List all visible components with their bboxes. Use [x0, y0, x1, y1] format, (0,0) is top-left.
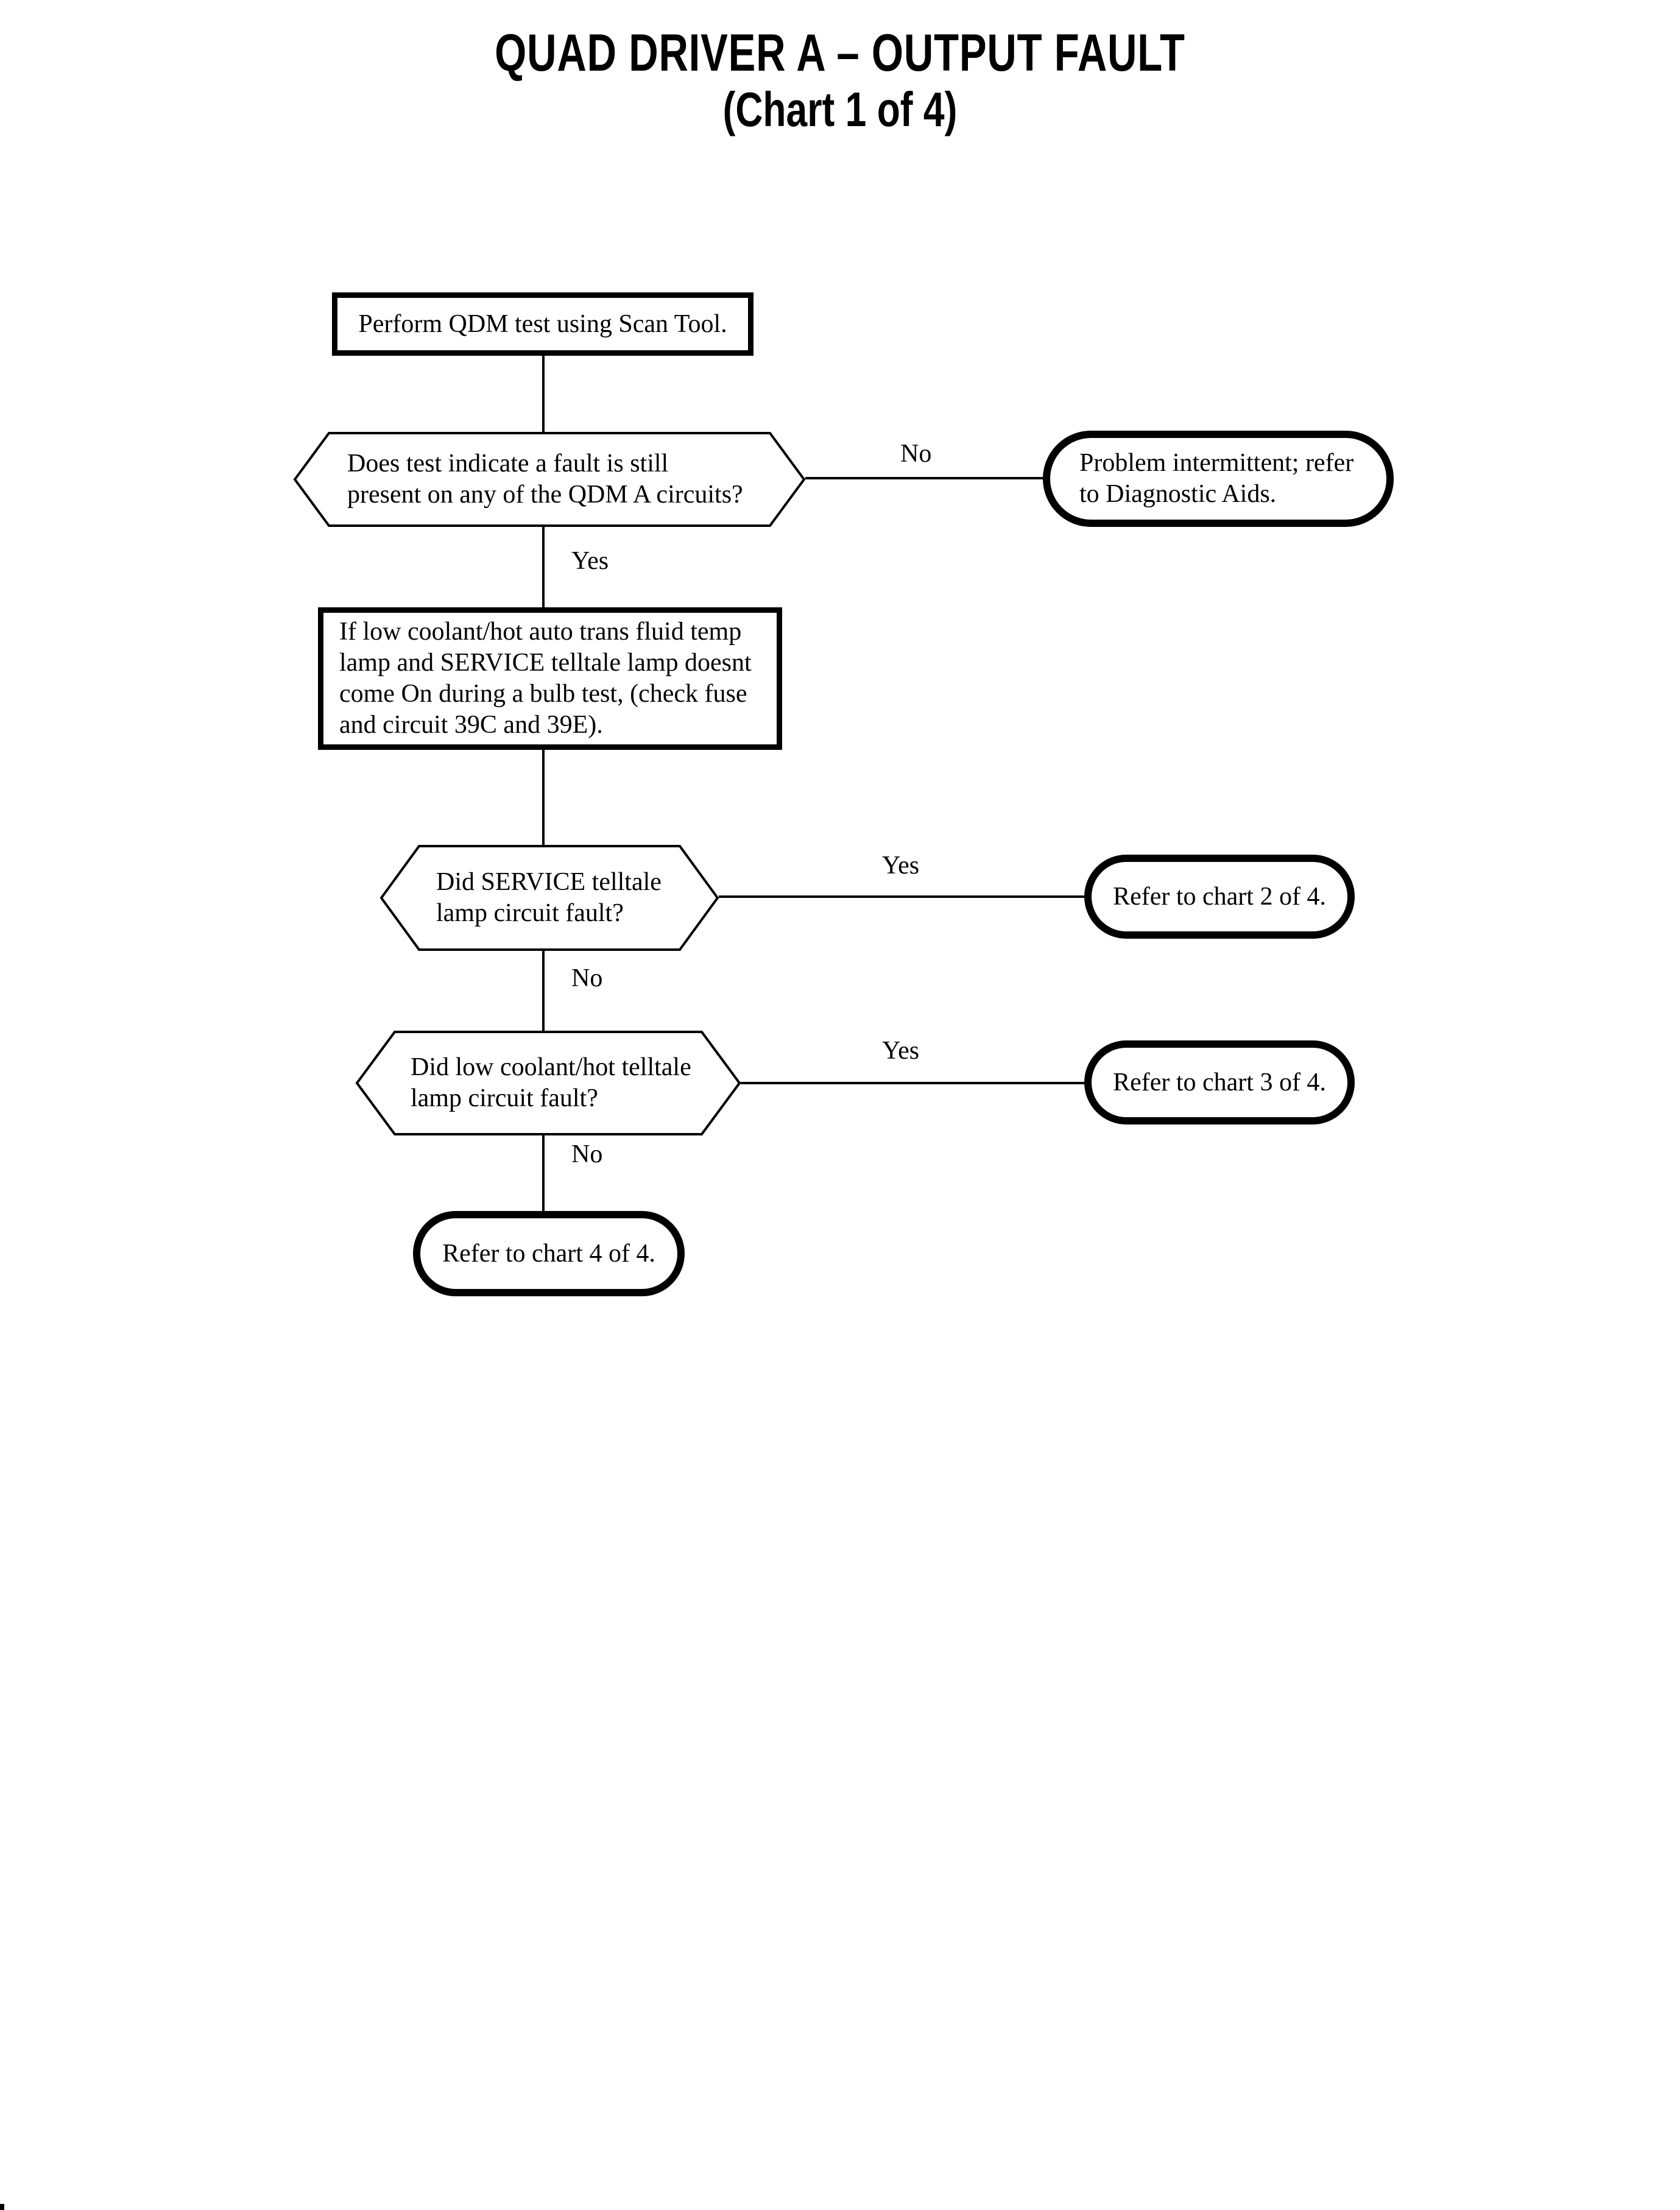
action-line4: and circuit 39C and 39E).: [339, 711, 603, 739]
decision1-no-label: No: [900, 440, 932, 468]
connector-decision1-no-line: [805, 477, 1043, 479]
decision-3-line2: lamp circuit fault?: [411, 1084, 598, 1112]
start-box: [332, 292, 754, 356]
decision-3-line1: Did low coolant/hot telltale: [411, 1053, 691, 1081]
connector-action-to-decision2-line: [542, 750, 545, 845]
decision-1-text: [294, 432, 805, 527]
intermittent-line1: Problem intermittent; refer: [1079, 449, 1354, 477]
decision-1-line2: present on any of the QDM A circuits?: [347, 481, 743, 509]
connector-decision2-no-line: [542, 951, 545, 1031]
start-box-text: Perform QDM test using Scan Tool.: [358, 309, 727, 338]
connector-decision1-yes-line: [542, 527, 545, 607]
action-line1: If low coolant/hot auto trans fluid temp: [339, 618, 742, 646]
terminal-chart4-pill: [413, 1211, 685, 1296]
terminal-chart2-pill: [1084, 855, 1355, 939]
terminal-chart3-pill: [1084, 1040, 1355, 1124]
decision2-yes-label: Yes: [882, 852, 920, 880]
chart2-text: Refer to chart 2 of 4.: [1113, 882, 1326, 911]
action-line2: lamp and SERVICE telltale lamp doesnt: [339, 649, 752, 677]
connector-decision2-yes-line: [719, 895, 1084, 898]
decision-3-text: [356, 1031, 741, 1135]
page-title: QUAD DRIVER A – OUTPUT FAULT: [495, 24, 1185, 82]
decision-2-text: [380, 845, 719, 951]
intermittent-line2: to Diagnostic Aids.: [1079, 480, 1277, 508]
connector-start-to-decision1-line: [542, 355, 545, 433]
decision-2-line2: lamp circuit fault?: [436, 899, 624, 927]
connector-decision3-yes-line: [741, 1082, 1084, 1084]
decision3-yes-label: Yes: [882, 1037, 920, 1065]
chart3-text: Refer to chart 3 of 4.: [1113, 1068, 1326, 1096]
action-box: [318, 607, 782, 750]
action-line3: come On during a bulb test, (check fuse: [339, 680, 747, 708]
decision-1-line1: Does test indicate a fault is still: [347, 450, 669, 478]
terminal-intermittent-pill: [1043, 431, 1394, 527]
scan-artifact-speck: [0, 2204, 4, 2210]
decision2-no-label: No: [571, 964, 603, 992]
decision-2-line1: Did SERVICE telltale: [436, 868, 662, 896]
chart4-text: Refer to chart 4 of 4.: [442, 1239, 655, 1268]
decision1-yes-label: Yes: [571, 547, 609, 575]
page-subtitle: (Chart 1 of 4): [722, 82, 958, 136]
connector-decision3-no-line: [542, 1135, 545, 1211]
decision3-no-label: No: [571, 1140, 603, 1168]
